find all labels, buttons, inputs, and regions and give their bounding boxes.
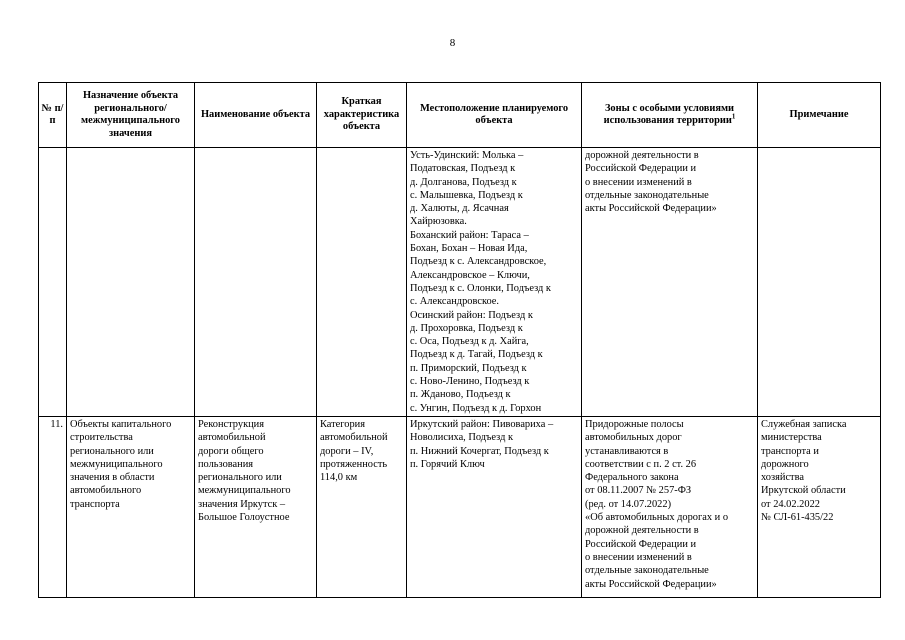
cell-note xyxy=(758,148,881,417)
header-name: Наименование объекта xyxy=(195,83,317,148)
cell-location xyxy=(407,148,582,417)
cell-text-line: с. Ново-Ленино, Подъезд к xyxy=(410,376,530,388)
table-row-11 xyxy=(39,416,881,597)
table-header-row xyxy=(39,83,881,148)
cell-text-line: Федерального закона xyxy=(585,472,679,484)
cell-text-line: строительства xyxy=(70,432,133,444)
cell-text-line: Подъезд к д. Тагай, Подъезд к xyxy=(410,349,543,361)
cell-text-line: Иркутской области xyxy=(761,485,846,497)
cell-text-line: № СЛ-61-435/22 xyxy=(761,512,834,524)
header-zones xyxy=(582,83,758,148)
footnote-marker: 1 xyxy=(731,112,736,121)
page-number: 8 xyxy=(449,37,456,49)
cell-text-line: автомобильной xyxy=(198,432,266,444)
cell-text-line: Новолисиха, Подъезд к xyxy=(410,432,514,444)
cell-text-line: Хайрюзовка. xyxy=(410,216,467,228)
cell-text-line: министерства xyxy=(761,432,822,444)
cell-text-line: от 08.11.2007 № 257-ФЗ xyxy=(585,485,692,497)
cell-text-line: д. Долганова, Подъезд к xyxy=(410,176,517,188)
cell-text-line: п. Нижний Кочергат, Подъезд к xyxy=(410,445,549,457)
header-number: № п/п xyxy=(39,83,67,148)
cell-text-line: отдельные законодательные xyxy=(585,565,709,577)
cell-text-line: Податовская, Подъезд к xyxy=(410,163,516,175)
cell-text-line: межмуниципального xyxy=(198,485,291,497)
cell-text-line: Бохан, Бохан – Новая Ида, xyxy=(410,243,528,255)
cell-text-line: автомобильного xyxy=(70,485,142,497)
cell-text-line: д. Халюты, д. Ясачная xyxy=(410,203,509,215)
cell-zones xyxy=(582,416,758,597)
cell-text-line: дороги общего xyxy=(198,445,264,457)
cell-text-line: Осинский район: Подъезд к xyxy=(410,309,533,321)
cell-text-line: о внесении изменений в xyxy=(585,551,692,563)
cell-text-line: межмуниципального xyxy=(70,458,163,470)
cell-text-line: п. Приморский, Подъезд к xyxy=(410,362,527,374)
header-purpose: Назначение объекта регионального/ межмуниципального значения xyxy=(67,83,195,148)
cell-characteristic xyxy=(317,148,407,417)
cell-text-line: транспорта и xyxy=(761,445,819,457)
cell-text-line: дорожного xyxy=(761,458,809,470)
cell-text-line: «Об автомобильных дорогах и о xyxy=(585,512,729,524)
cell-text-line: Иркутский район: Пивовариха – xyxy=(410,418,554,430)
cell-note xyxy=(758,416,881,597)
cell-text-line: дорожной деятельности в xyxy=(585,525,699,537)
cell-purpose xyxy=(67,416,195,597)
cell-text-line: автомобильной xyxy=(320,432,388,444)
cell-text-line: п. Жданово, Подъезд к xyxy=(410,389,511,401)
table-row-continuation xyxy=(39,148,881,417)
cell-text-line: транспорта xyxy=(70,498,120,510)
cell-text-line: от 24.02.2022 xyxy=(761,498,820,510)
cell-location xyxy=(407,416,582,597)
cell-text-line: Служебная записка xyxy=(761,418,847,430)
cell-number: 11. xyxy=(39,416,67,597)
cell-text-line: устанавливаются в xyxy=(585,445,669,457)
header-characteristic: Краткая характеристика объекта xyxy=(317,83,407,148)
cell-text-line: Категория xyxy=(320,418,366,430)
cell-text-line: автомобильных дорог xyxy=(585,432,682,444)
cell-text-line: о внесении изменений в xyxy=(585,176,692,188)
cell-name xyxy=(195,416,317,597)
cell-text-line: протяженность xyxy=(320,458,388,470)
cell-text-line: Подъезд к с. Александровское, xyxy=(410,256,547,268)
cell-text-line: Александровское – Ключи, xyxy=(410,269,530,281)
cell-name xyxy=(195,148,317,417)
cell-text-line: Российской Федерации и xyxy=(585,538,697,550)
cell-text-line: Российской Федерации и xyxy=(585,163,697,175)
cell-text-line: 114,0 км xyxy=(320,472,358,484)
cell-text-line: д. Прохоровка, Подъезд к xyxy=(410,322,523,334)
header-zones-label: Зоны с особыми условиями использования территории xyxy=(603,102,735,126)
cell-text-line: дороги – IV, xyxy=(320,445,374,457)
cell-text-line: п. Горячий Ключ xyxy=(410,458,485,470)
header-location: Местоположение планируемого объекта xyxy=(407,83,582,148)
cell-text-line: с. Александровское. xyxy=(410,296,499,308)
cell-text-line: Усть-Удинский: Молька – xyxy=(410,150,524,161)
cell-text-line: с. Унгин, Подъезд к д. Горхон xyxy=(410,402,542,414)
cell-text-line: дорожной деятельности в xyxy=(585,150,699,161)
cell-text-line: регионального или xyxy=(70,445,154,457)
header-note: Примечание xyxy=(758,83,881,148)
cell-text-line: с. Малышевка, Подъезд к xyxy=(410,189,523,201)
cell-text-line: соответствии с п. 2 ст. 26 xyxy=(585,458,697,470)
cell-text-line: хозяйства xyxy=(761,472,804,484)
cell-text-line: акты Российской Федерации» xyxy=(585,203,717,215)
cell-text-line: значения Иркутск – xyxy=(198,498,286,510)
cell-text-line: Боханский район: Тараса – xyxy=(410,229,529,241)
cell-number xyxy=(39,148,67,417)
cell-text-line: значения в области xyxy=(70,472,155,484)
cell-text-line: Реконструкция xyxy=(198,418,265,430)
cell-text-line: (ред. от 14.07.2022) xyxy=(585,498,672,510)
cell-characteristic xyxy=(317,416,407,597)
cell-text-line: пользования xyxy=(198,458,254,470)
cell-text-line: Подъезд к с. Олонки, Подъезд к xyxy=(410,282,551,294)
cell-text-line: регионального или xyxy=(198,472,282,484)
cell-text-line: с. Оса, Подъезд к д. Хайга, xyxy=(410,336,529,348)
cell-text-line: отдельные законодательные xyxy=(585,189,709,201)
cell-text-line: акты Российской Федерации» xyxy=(585,578,717,590)
cell-text-line: Большое Голоустное xyxy=(198,512,290,524)
cell-text-line: Придорожные полосы xyxy=(585,418,684,430)
cell-purpose xyxy=(67,148,195,417)
cell-zones xyxy=(582,148,758,417)
cell-text-line: Объекты капитального xyxy=(70,418,172,430)
objects-table xyxy=(38,82,881,598)
